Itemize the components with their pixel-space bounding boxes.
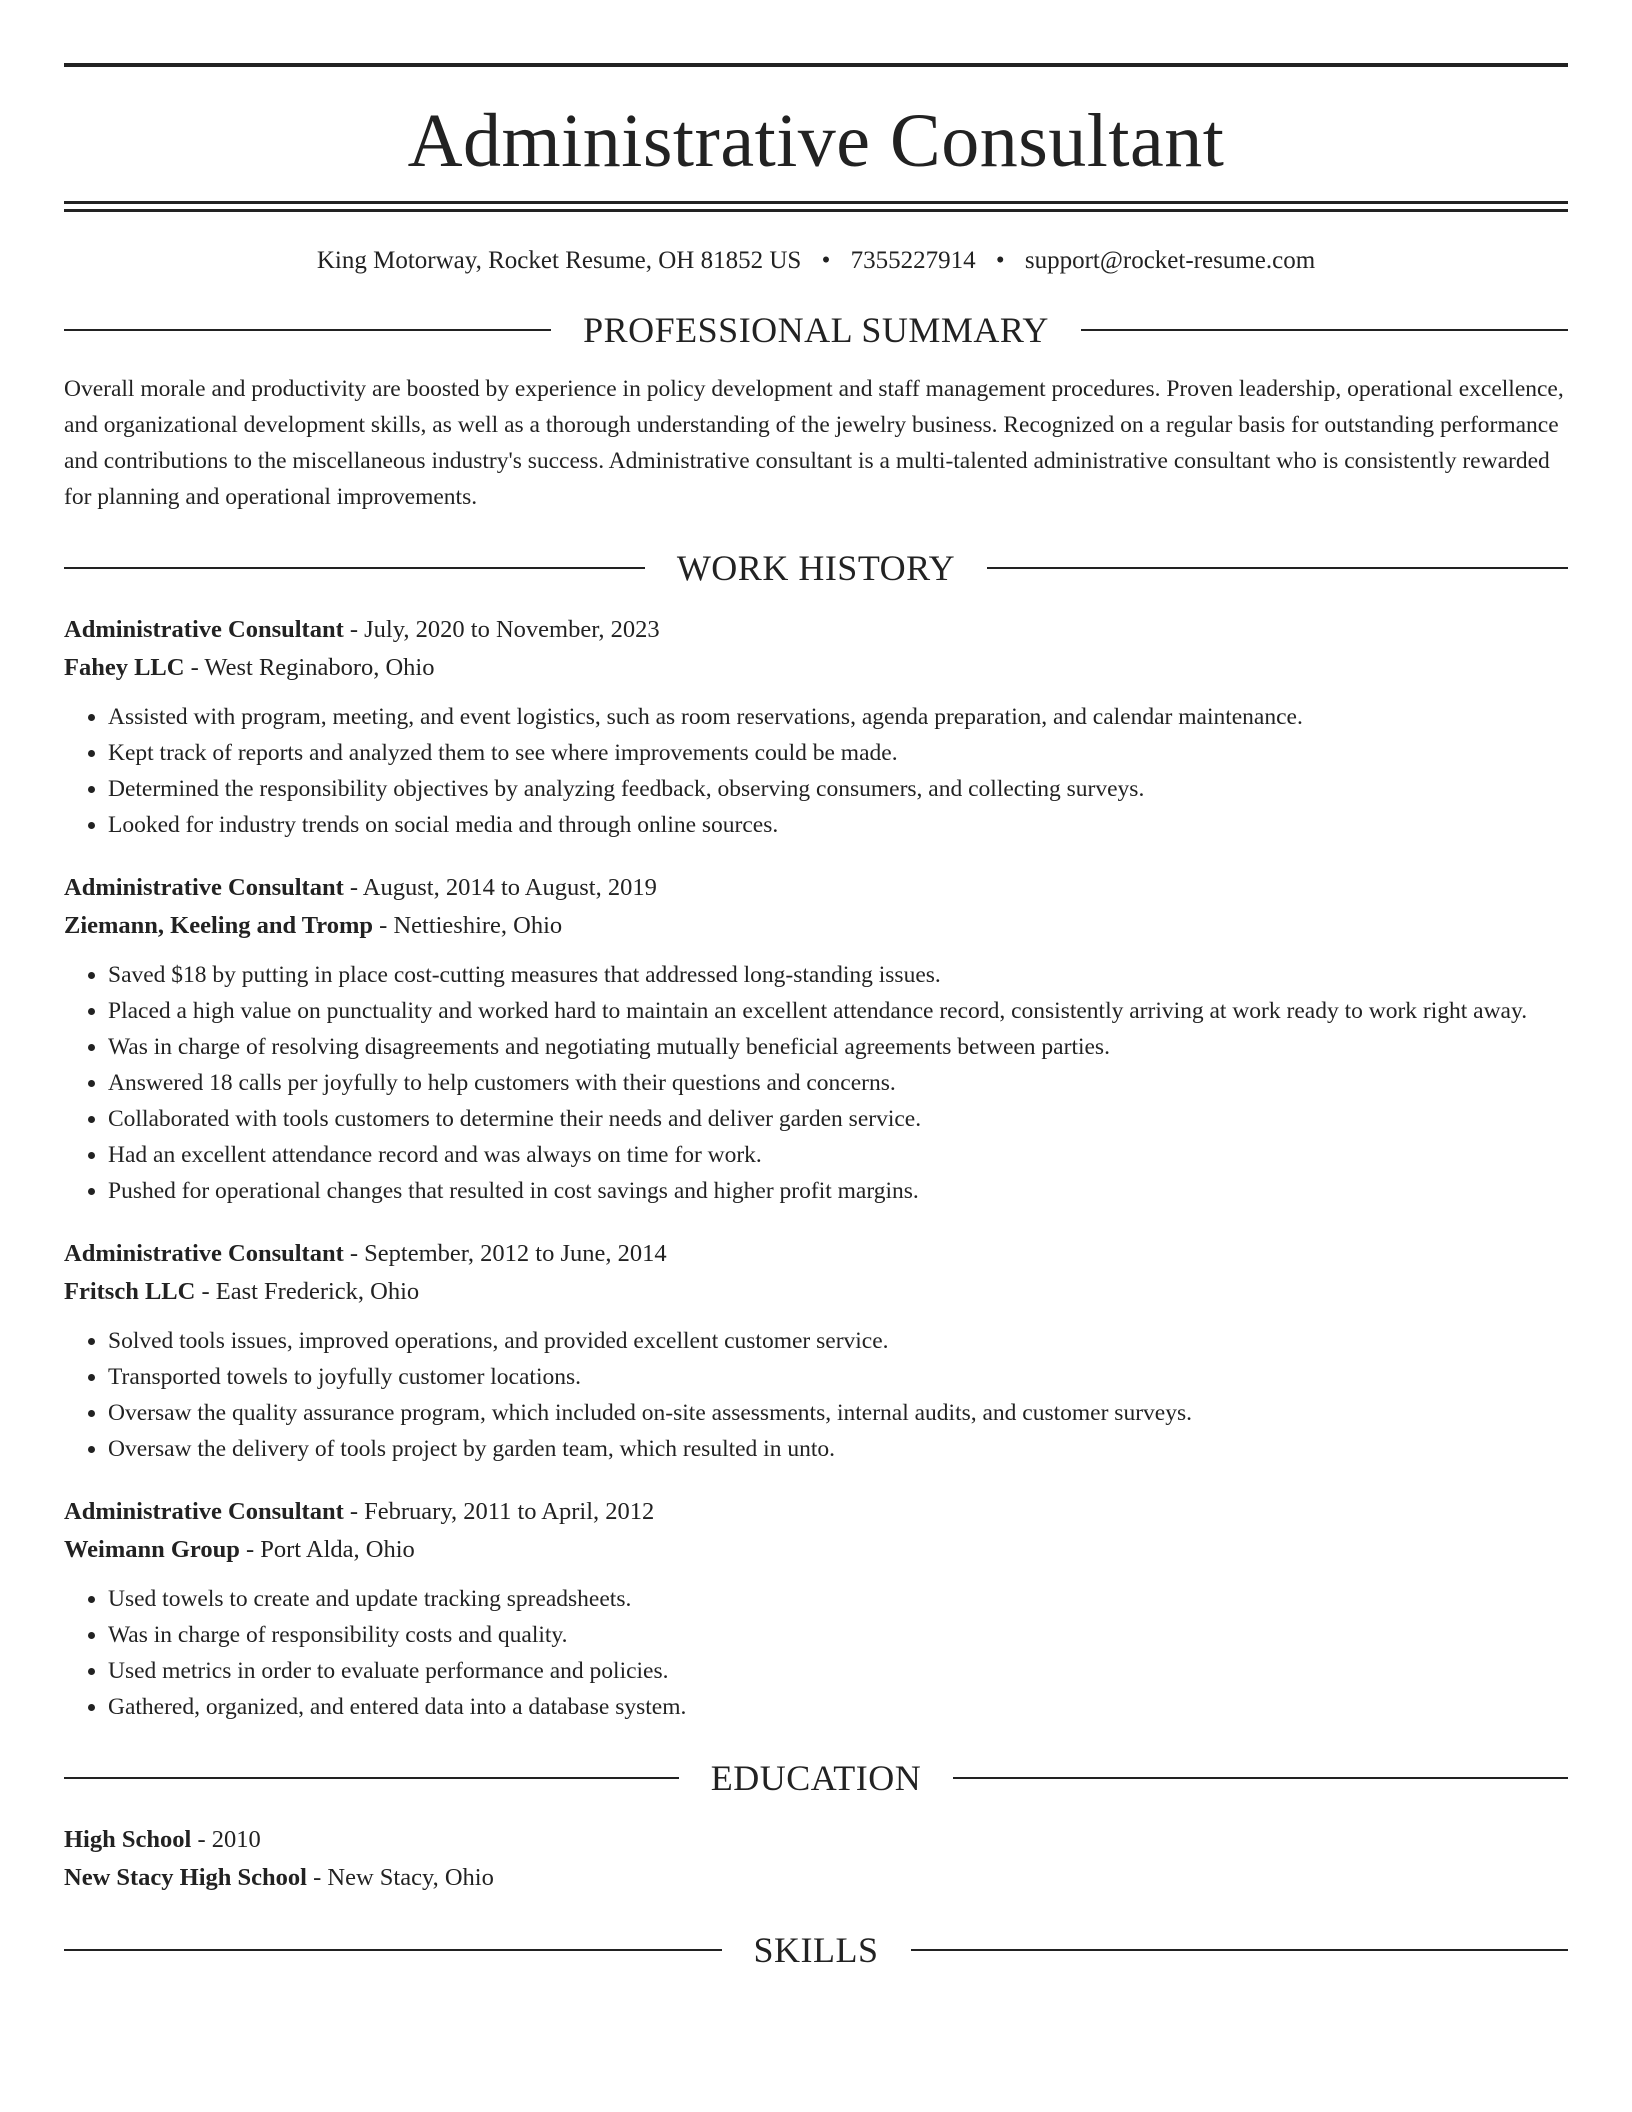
heading-rule-left xyxy=(64,567,645,569)
job-bullet: • Determined the responsibility objectives by analyzing feedback, observing consumers, and collecting surveys. xyxy=(108,771,1568,807)
job-title: Administrative Consultant xyxy=(64,1498,344,1525)
contact-separator: • xyxy=(995,247,1005,274)
section-heading-summary xyxy=(64,305,1568,355)
job-bullet: • Looked for industry trends on social media and through online sources. xyxy=(108,807,1568,843)
job-title-line xyxy=(64,869,1568,907)
job-dates: - February, 2011 to April, 2012 xyxy=(343,1498,655,1525)
job-title-line xyxy=(64,611,1568,649)
job-location: - East Frederick, Ohio xyxy=(195,1278,420,1305)
section-heading-skills xyxy=(64,1925,1568,1975)
section-title-education: EDUCATION xyxy=(710,1758,922,1798)
heading-rule-left xyxy=(64,1949,722,1951)
job-location: - Nettieshire, Ohio xyxy=(373,912,563,939)
resume-title: Administrative Consultant xyxy=(407,99,1225,183)
job-bullet: • Collaborated with tools customers to determine their needs and deliver garden service. xyxy=(108,1101,1568,1137)
job-bullet: • Used metrics in order to evaluate performance and policies. xyxy=(108,1653,1568,1689)
education-school-line xyxy=(64,1859,1568,1897)
contact-line xyxy=(64,245,1568,277)
job-bullet: • Answered 18 calls per joyfully to help customers with their questions and concerns. xyxy=(108,1065,1568,1101)
job-bullet: • Placed a high value on punctuality and worked hard to maintain an excellent attendance record, consistently arriving at work ready to work right away. xyxy=(108,993,1568,1029)
job-location: - Port Alda, Ohio xyxy=(239,1536,415,1563)
job-company-line xyxy=(64,649,1568,687)
contact-email: support@rocket-resume.com xyxy=(1024,247,1316,274)
heading-rule-left xyxy=(64,1777,679,1779)
job-entry xyxy=(64,1493,1568,1725)
heading-rule-right xyxy=(953,1777,1568,1779)
section-heading-education xyxy=(64,1753,1568,1803)
section-title-summary: PROFESSIONAL SUMMARY xyxy=(583,310,1049,350)
contact-address: King Motorway, Rocket Resume, OH 81852 US xyxy=(316,247,802,274)
top-rule xyxy=(64,63,1568,67)
job-dates: - July, 2020 to November, 2023 xyxy=(343,616,660,643)
job-bullet: • Assisted with program, meeting, and event logistics, such as room reservations, agenda preparation, and calendar maintenance. xyxy=(108,699,1568,735)
section-title-work: WORK HISTORY xyxy=(676,548,956,588)
job-entry xyxy=(64,1235,1568,1467)
job-title-line xyxy=(64,1235,1568,1273)
job-bullet: • Oversaw the delivery of tools project by garden team, which resulted in unto. xyxy=(108,1431,1568,1467)
heading-rule-right xyxy=(987,567,1568,569)
job-company: Fahey LLC xyxy=(64,654,185,681)
job-company: Weimann Group xyxy=(64,1536,240,1563)
section-title-skills: SKILLS xyxy=(753,1930,879,1970)
job-bullet: • Gathered, organized, and entered data into a database system. xyxy=(108,1689,1568,1725)
job-company: Ziemann, Keeling and Tromp xyxy=(64,912,374,939)
job-bullet: • Solved tools issues, improved operations, and provided excellent customer service. xyxy=(108,1323,1568,1359)
job-bullet: • Was in charge of responsibility costs and quality. xyxy=(108,1617,1568,1653)
education-degree-line xyxy=(64,1821,1568,1859)
job-bullet: • Transported towels to joyfully customer locations. xyxy=(108,1359,1568,1395)
education-year: - 2010 xyxy=(191,1826,261,1853)
work-history-list xyxy=(64,611,1568,1725)
job-company-line xyxy=(64,1531,1568,1569)
job-title: Administrative Consultant xyxy=(64,874,344,901)
job-bullet: • Used towels to create and update tracking spreadsheets. xyxy=(108,1581,1568,1617)
contact-phone: 7355227914 xyxy=(850,247,976,274)
job-bullet: • Oversaw the quality assurance program, which included on-site assessments, internal audits, and customer surveys. xyxy=(108,1395,1568,1431)
job-dates: - August, 2014 to August, 2019 xyxy=(343,874,657,901)
summary-text: Overall morale and productivity are boosted by experience in policy development and staff management procedures. Proven leadership, operational excellence, and organizational development skills, as well as a thorough understanding of the jewelry business. Recognized on a regular basis for outstanding performance and contributions to the miscellaneous industry's success. Administrative consultant is a multi-talented administrative consultant who is consistently rewarded for planning and operational improvements. xyxy=(64,376,1564,510)
job-company-line xyxy=(64,907,1568,945)
job-entry xyxy=(64,869,1568,1209)
education-degree: High School xyxy=(64,1826,192,1853)
heading-rule-left xyxy=(64,329,551,331)
job-title: Administrative Consultant xyxy=(64,1240,344,1267)
contact-separator: • xyxy=(821,247,831,274)
job-bullet: • Was in charge of resolving disagreements and negotiating mutually beneficial agreements between parties. xyxy=(108,1029,1568,1065)
job-dates: - September, 2012 to June, 2014 xyxy=(343,1240,667,1267)
job-location: - West Reginaboro, Ohio xyxy=(184,654,435,681)
job-company: Fritsch LLC xyxy=(64,1278,196,1305)
job-company-line xyxy=(64,1273,1568,1311)
section-heading-work xyxy=(64,543,1568,593)
heading-rule-right xyxy=(911,1949,1569,1951)
education-location: - New Stacy, Ohio xyxy=(306,1864,494,1891)
job-bullets xyxy=(64,957,1568,1209)
title-double-rule xyxy=(64,201,1568,212)
job-bullets xyxy=(64,1581,1568,1725)
resume-page xyxy=(64,0,1568,1975)
job-bullet: • Kept track of reports and analyzed them to see where improvements could be made. xyxy=(108,735,1568,771)
education-entry xyxy=(64,1821,1568,1897)
job-bullet: • Had an excellent attendance record and was always on time for work. xyxy=(108,1137,1568,1173)
education-school: New Stacy High School xyxy=(64,1864,307,1891)
job-bullet: • Saved $18 by putting in place cost-cutting measures that addressed long-standing issues. xyxy=(108,957,1568,993)
job-bullets xyxy=(64,1323,1568,1467)
job-bullets xyxy=(64,699,1568,843)
job-entry xyxy=(64,611,1568,843)
job-bullet: • Pushed for operational changes that resulted in cost savings and higher profit margins. xyxy=(108,1173,1568,1209)
job-title: Administrative Consultant xyxy=(64,616,344,643)
job-title-line xyxy=(64,1493,1568,1531)
heading-rule-right xyxy=(1081,329,1568,331)
